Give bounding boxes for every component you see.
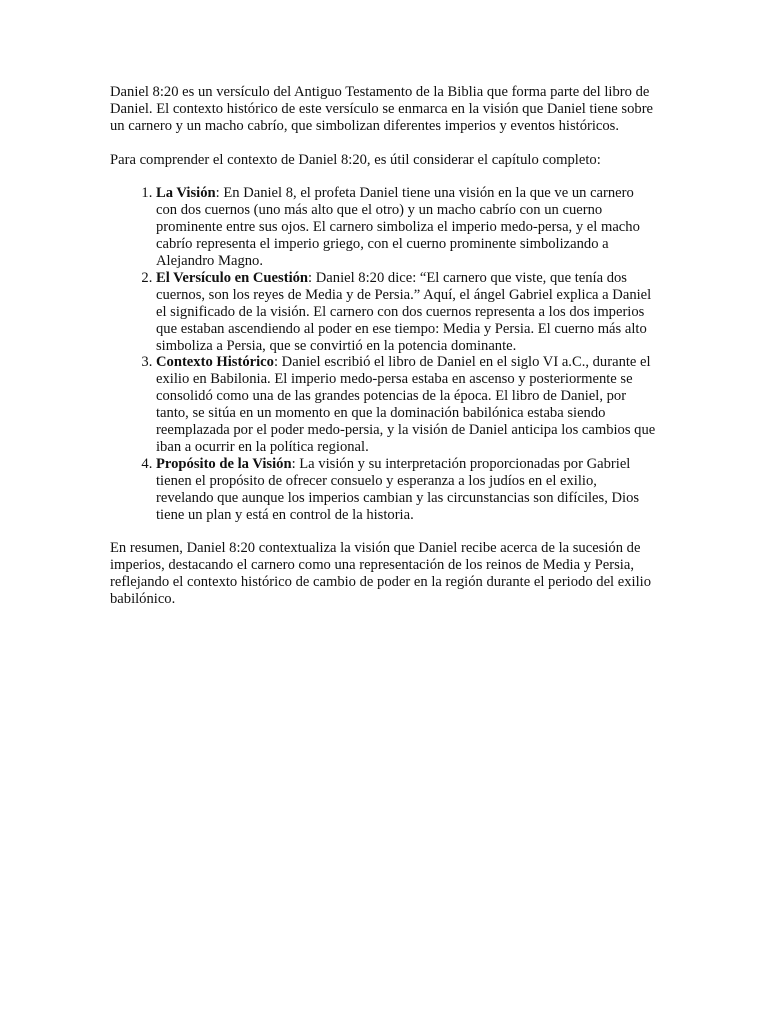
list-item-text: : En Daniel 8, el profeta Daniel tiene una visión en la que ve un carnero con dos cuernos (uno más alto que el otro) y un macho cabrío con un cuerno prominente entre sus ojos. El carnero simboliza el imperio medo-persa, y el macho cabrío representa el imperio griego, con el cuerno prominente simbolizando a Alejandro Magno. [156,185,640,270]
intro-paragraph: Daniel 8:20 es un versículo del Antiguo Testamento de la Biblia que forma parte del libro de Daniel. El contexto histórico de este versículo se enmarca en la visión que Daniel tiene sobre un carnero y un macho cabrío, que simbolizan diferentes imperios y eventos históricos. [110,84,654,134]
list-item [156,456,658,524]
summary-paragraph: En resumen, Daniel 8:20 contextualiza la visión que Daniel recibe acerca de la sucesión de imperios, destacando el carnero como una representación de los reinos de Media y Persia, reflejando el contexto histórico de cambio de poder en la región durante el periodo del exilio babilónico. [110,540,651,608]
list-item-text: : Daniel escribió el libro de Daniel en el siglo VI a.C., durante el exilio en Babilonia. El imperio medo-persa estaba en ascenso y posteriormente se consolidó como una de las grandes potencias de la época. El libro de Daniel, por tanto, se sitúa en un momento en que la dominación babilónica estaba siendo reemplazada por el poder medo-persia, y la visión de Daniel anticipa los cambios que iban a ocurrir en la política regional. [156,354,656,455]
list-item-term: Contexto Histórico [156,354,274,371]
numbered-list [110,185,658,523]
list-item-text: : Daniel 8:20 dice: “El carnero que viste, que tenía dos cuernos, son los reyes de Media y de Persia.” Aquí, el ángel Gabriel explica a Daniel el significado de la visión. El carnero con dos cuernos representa a los dos imperios que estaban ascendiendo al poder en ese tiempo: Media y Persia. El cuerno más alto simboliza a Persia, que se convirtió en la potencia dominante. [156,269,652,354]
list-item-term: La Visión [156,185,216,202]
list-item [156,270,658,355]
list-item [156,354,658,455]
list-item-term: El Versículo en Cuestión [156,269,309,286]
list-item [156,185,658,270]
list-item-text: : La visión y su interpretación proporcionadas por Gabriel tienen el propósito de ofrecer consuelo y esperanza a los judíos en el exilio, revelando que aunque los imperios cambian y las circunstancias son difíciles, Dios tiene un plan y está en control de la historia. [156,455,640,523]
list-item-term: Propósito de la Visión [156,455,292,472]
document-body [110,84,658,625]
lead-paragraph: Para comprender el contexto de Daniel 8:20, es útil considerar el capítulo completo: [110,151,601,168]
